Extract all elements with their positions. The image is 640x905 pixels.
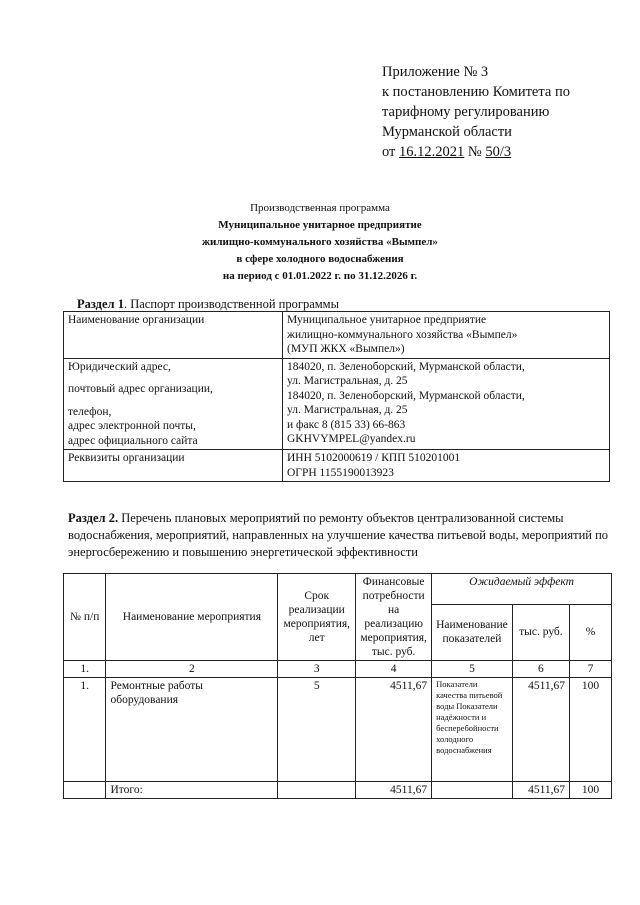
org-value	[283, 312, 610, 359]
row-name: Ремонтные работы оборудования	[106, 678, 278, 782]
header-percent: %	[570, 604, 612, 660]
title-line3: жилищно-коммунального хозяйства «Вымпел»	[202, 236, 438, 248]
colnum-3: 3	[278, 661, 356, 678]
postal-address-line2: ул. Магистральная, д. 25	[287, 404, 408, 416]
colnum-5: 5	[432, 661, 513, 678]
legal-address-line2: ул. Магистральная, д. 25	[287, 375, 408, 387]
org-value-line2: жилищно-коммунального хозяйства «Вымпел»	[287, 328, 518, 341]
section2-heading	[68, 510, 613, 561]
section1-label: Раздел 1	[77, 297, 124, 311]
colnum-4: 4	[356, 661, 432, 678]
annex-line2: к постановлению Комитета по	[382, 84, 570, 100]
colnum-7: 7	[570, 661, 612, 678]
annex-date-prefix: от	[382, 144, 396, 160]
colnum-2: 2	[106, 661, 278, 678]
section2-text: Перечень плановых мероприятий по ремонту объектов централизованной системы водоснабжения, мероприятий, направленных на улучшение качества питьевой воды, мероприятий по энергосбережению и повышению энергетической эффективности	[68, 511, 609, 559]
header-indicator: Наименование показателей	[432, 604, 513, 660]
phone-value: и факс 8 (815 33) 66-863	[287, 418, 406, 431]
row-rub: 4511,67	[512, 678, 569, 782]
email-label: адрес электронной почты,	[68, 420, 196, 432]
passport-row-requisites	[64, 450, 610, 482]
annex-date-line	[382, 142, 570, 162]
org-label: Наименование организации	[64, 312, 283, 359]
row-finance: 4511,67	[356, 678, 432, 782]
annex-line4: Мурманской области	[382, 124, 512, 140]
annex-line1: Приложение № 3	[382, 64, 489, 80]
passport-row-address	[64, 358, 610, 450]
header-rub: тыс. руб.	[512, 604, 569, 660]
legal-address-label: Юридический адрес,	[68, 360, 171, 373]
passport-table	[63, 311, 610, 482]
header-num: № п/п	[64, 574, 106, 661]
title-line4: в сфере холодного водоснабжения	[236, 253, 404, 265]
program-title	[0, 200, 640, 285]
title-line5: на период с 01.01.2022 г. по 31.12.2026 г.	[222, 270, 418, 282]
row-num: 1.	[64, 678, 106, 782]
plan-header-row1	[64, 574, 612, 605]
total-label: Итого:	[106, 782, 278, 799]
address-values	[283, 358, 610, 450]
total-rub: 4511,67	[512, 782, 569, 799]
requisites-value	[283, 450, 610, 482]
annex-header	[382, 62, 570, 162]
row-term: 5	[278, 678, 356, 782]
total-num	[64, 782, 106, 799]
total-row	[64, 782, 612, 799]
annex-number-prefix: №	[467, 144, 482, 160]
legal-address-line1: 184020, п. Зеленоборский, Мурманской области,	[287, 360, 525, 373]
annex-number: 50/3	[485, 144, 512, 160]
org-value-line1: Муниципальное унитарное предприятие	[287, 314, 487, 326]
postal-address-line1: 184020, п. Зеленоборский, Мурманской области,	[287, 389, 525, 402]
title-line2: Муниципальное унитарное предприятие	[218, 219, 422, 231]
header-term: Срок реализации мероприятия, лет	[278, 574, 356, 661]
inn-kpp: ИНН 5102000619 / КПП 510201001	[287, 452, 461, 464]
org-value-line3: (МУП ЖКХ «Вымпел»)	[287, 343, 405, 355]
annex-line3: тарифному регулированию	[382, 104, 550, 120]
header-finance: Финансовые потребности на реализацию мероприятия, тыс. руб.	[356, 574, 432, 661]
header-name: Наименование мероприятия	[106, 574, 278, 661]
header-effect: Ожидаемый эффект	[432, 574, 612, 605]
section2-label: Раздел 2.	[68, 511, 119, 525]
passport-row-org	[64, 312, 610, 359]
total-finance: 4511,67	[356, 782, 432, 799]
address-labels	[64, 358, 283, 450]
total-indicator	[432, 782, 513, 799]
email-value: GKHVYMPEL@yandex.ru	[287, 433, 416, 445]
colnum-1: 1.	[64, 661, 106, 678]
plan-colnum-row	[64, 661, 612, 678]
table-row	[64, 678, 612, 782]
annex-date: 16.12.2021	[399, 144, 465, 160]
total-term	[278, 782, 356, 799]
phone-label: телефон,	[68, 405, 112, 418]
total-percent: 100	[570, 782, 612, 799]
plan-table	[63, 573, 612, 799]
row-percent: 100	[570, 678, 612, 782]
postal-address-label: почтовый адрес организации,	[68, 383, 213, 395]
title-line1: Производственная программа	[250, 202, 390, 214]
requisites-label: Реквизиты организации	[64, 450, 283, 482]
ogrn: ОГРН 1155190013923	[287, 466, 394, 479]
site-label: адрес официального сайта	[68, 434, 198, 447]
section1-text: . Паспорт производственной программы	[123, 297, 339, 311]
row-indicator: Показатели качества питьевой воды Показатели надёжности и бесперебойности холодного водоснабжения	[432, 678, 513, 782]
colnum-6: 6	[512, 661, 569, 678]
